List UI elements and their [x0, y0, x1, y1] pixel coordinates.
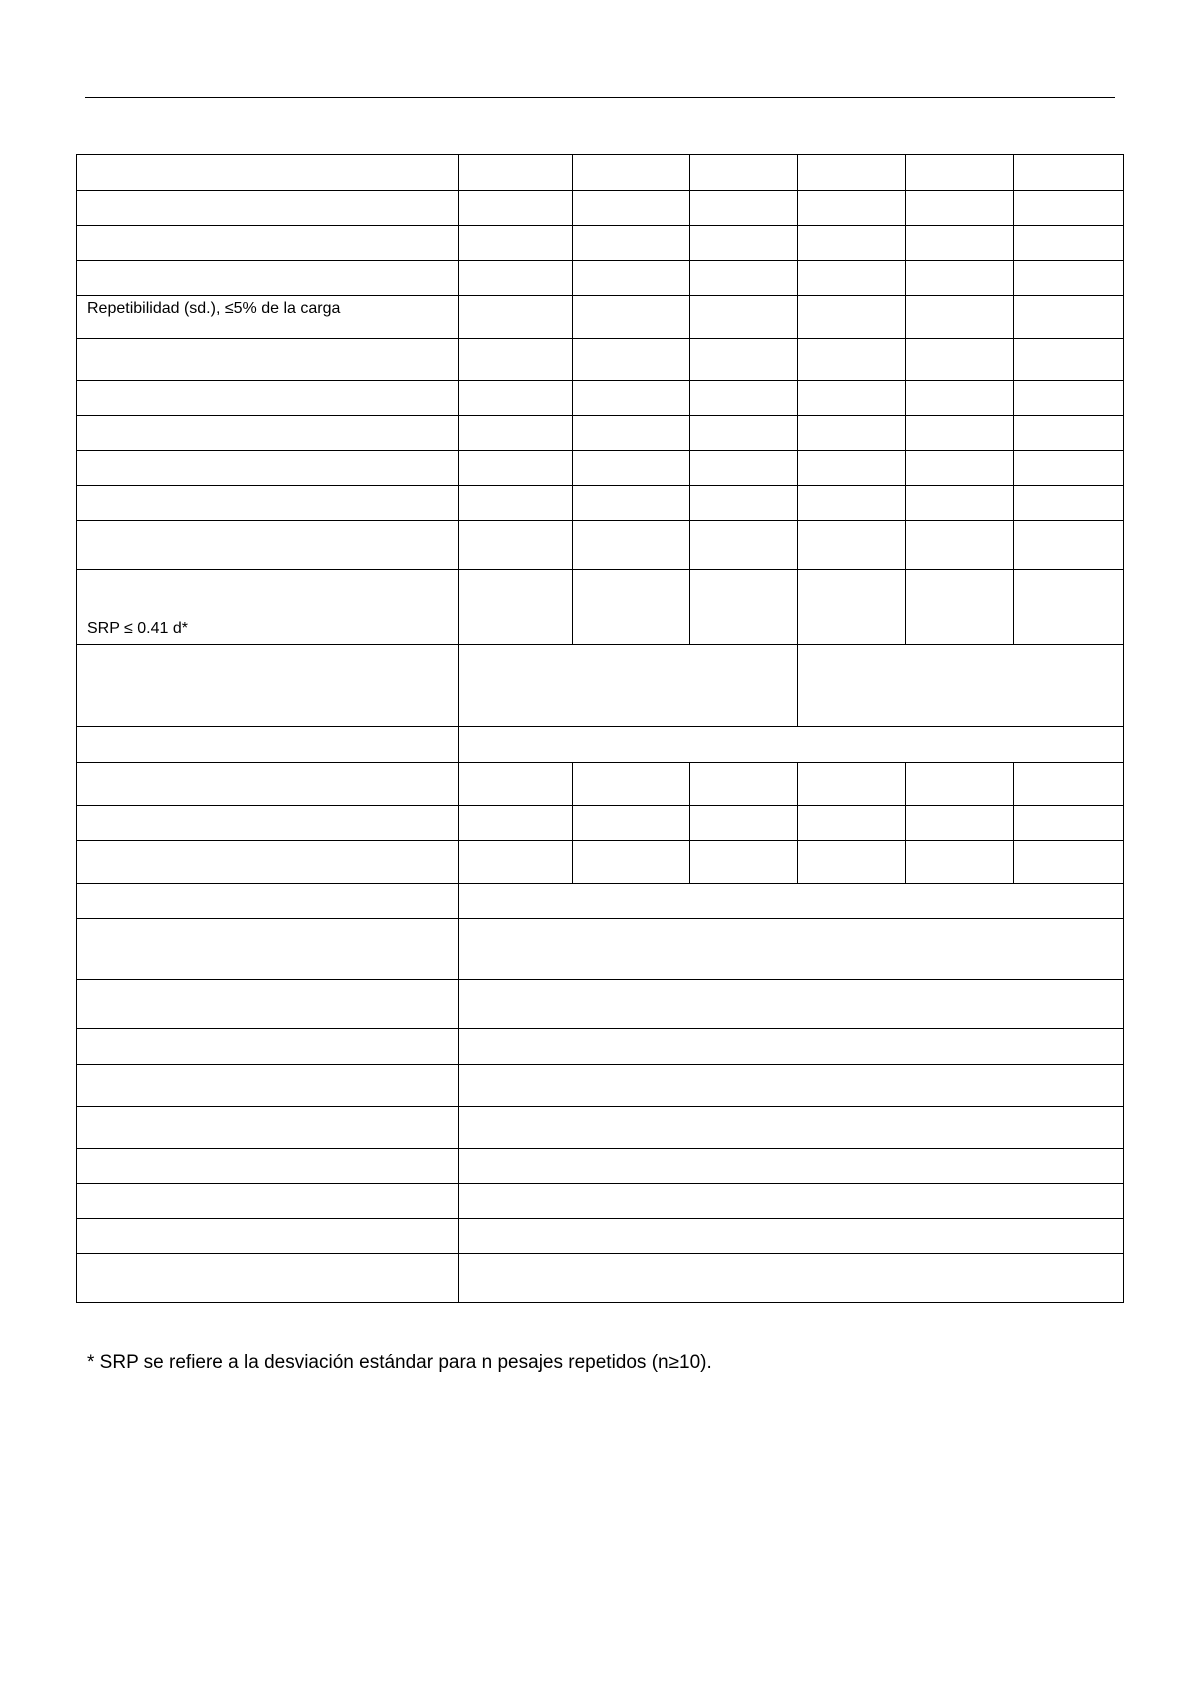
table-row — [77, 806, 1124, 841]
table-row — [77, 261, 1124, 296]
table-row-repeatability — [77, 296, 1124, 339]
table-row — [77, 727, 1124, 763]
table-row — [77, 191, 1124, 226]
table-row — [77, 980, 1124, 1029]
table-row — [77, 645, 1124, 727]
srp-footnote: * SRP se refiere a la desviación estándar para n pesajes repetidos (n≥10). — [87, 1352, 712, 1373]
table-cell — [77, 155, 459, 191]
table-row — [77, 1065, 1124, 1107]
table-row — [77, 381, 1124, 416]
table-row-srp — [77, 570, 1124, 645]
table-row — [77, 841, 1124, 884]
table-row — [77, 884, 1124, 919]
table-row — [77, 521, 1124, 570]
table-row — [77, 1107, 1124, 1149]
table-row — [77, 486, 1124, 521]
header-rule — [85, 97, 1115, 98]
table-row — [77, 155, 1124, 191]
table-row — [77, 1219, 1124, 1254]
table-row — [77, 763, 1124, 806]
table-row — [77, 1149, 1124, 1184]
table-row — [77, 919, 1124, 980]
table-row — [77, 451, 1124, 486]
table-row — [77, 226, 1124, 261]
repeatability-label: Repetibilidad (sd.), ≤5% de la carga — [77, 296, 459, 339]
specifications-table — [76, 154, 1124, 1303]
table-row — [77, 416, 1124, 451]
table-row — [77, 339, 1124, 381]
table-row — [77, 1029, 1124, 1065]
table-row — [77, 1184, 1124, 1219]
srp-label: SRP ≤ 0.41 d* — [77, 570, 459, 645]
table-row — [77, 1254, 1124, 1303]
